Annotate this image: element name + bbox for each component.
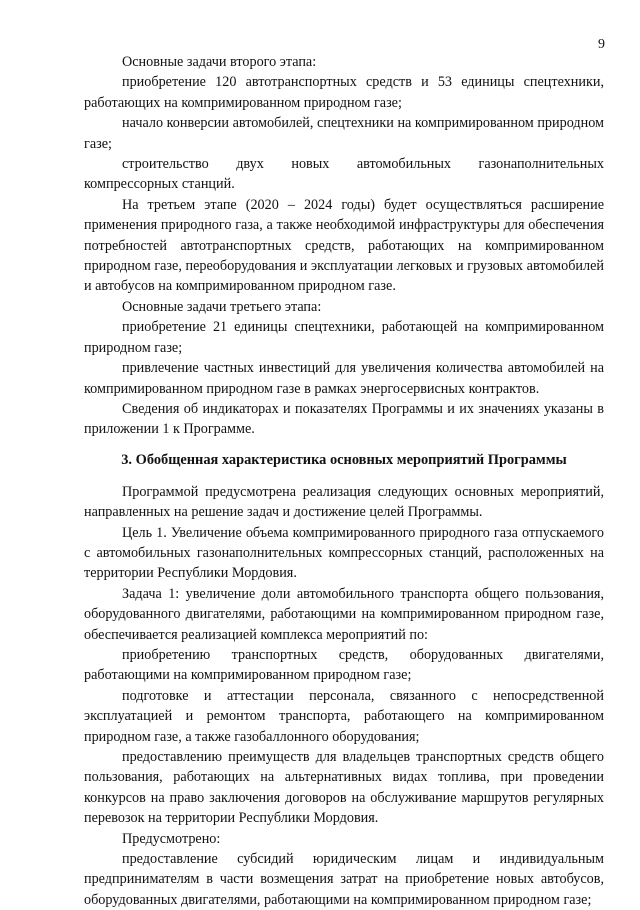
paragraph: Задача 1: увеличение доли автомобильного транспорта общего пользования, оборудованного двигателями, работающими на компримированном природном газе, обеспечивается реализацией комплекса мероприятий по: [84,585,604,643]
paragraph: Основные задачи второго этапа: [122,54,317,70]
paragraph: приобретение 21 единицы спецтехники, работающей на компримированном природном газе; [84,319,604,356]
paragraph: подготовке и аттестации персонала, связанного с непосредственной эксплуатацией и ремонтом транспорта, работающего на компримированном природном газе, а также газобаллонного оборудования; [84,687,604,745]
page-content [84,52,604,910]
paragraph: На третьем этапе (2020 – 2024 годы) будет осуществляться расширение применения природного газа, а также необходимой инфраструктуры для обеспечения потребностей автотранспортных средств, работающих на компримированном природном газе, переоборудования и эксплуатации легковых и грузовых автомобилей и автобусов на компримированном природном газе. [84,196,604,295]
paragraph: Цель 1. Увеличение объема компримированного природного газа отпускаемого с автомобильных газонаполнительных компрессорных станций, расположенных на территории Республики Мордовия. [84,524,604,582]
paragraph: предоставлению преимуществ для владельцев транспортных средств общего пользования, работающих на альтернативных видах топлива, при проведении конкурсов на право заключения договоров на обслуживание маршрутов регулярных перевозок на территории Республики Мордовия. [84,749,604,827]
section-heading: 3. Обобщенная характеристика основных мероприятий Программы [121,451,567,468]
paragraph: приобретению транспортных средств, оборудованных двигателями, работающими на компримированном природном газе; [84,646,604,684]
paragraph: Сведения об индикаторах и показателях Программы и их значениях указаны в приложении 1 к Программе. [84,400,604,438]
paragraph: Предусмотрено: [122,830,221,847]
paragraph: Программой предусмотрена реализация следующих основных мероприятий, направленных на решение задач и достижение целей Программы. [84,483,604,521]
paragraph: привлечение частных инвестиций для увеличения количества автомобилей на компримированном природном газе в рамках энергосервисных контрактов. [84,360,604,397]
paragraph: предоставление субсидий юридическим лицам и индивидуальным предпринимателям в части возмещения затрат на приобретение новых автобусов, оборудованных двигателями, работающими на компримированном природном газе; [84,851,604,908]
page-number: 9 [598,37,605,52]
paragraph: начало конверсии автомобилей, спецтехники на компримированном природном газе; [84,115,604,152]
paragraph: строительство двух новых автомобильных газонаполнительных компрессорных станций. [84,156,604,193]
paragraph: Основные задачи третьего этапа: [122,298,322,315]
paragraph: приобретение 120 автотранспортных средств и 53 единицы спецтехники, работающих на компримированном природном газе; [84,74,604,111]
